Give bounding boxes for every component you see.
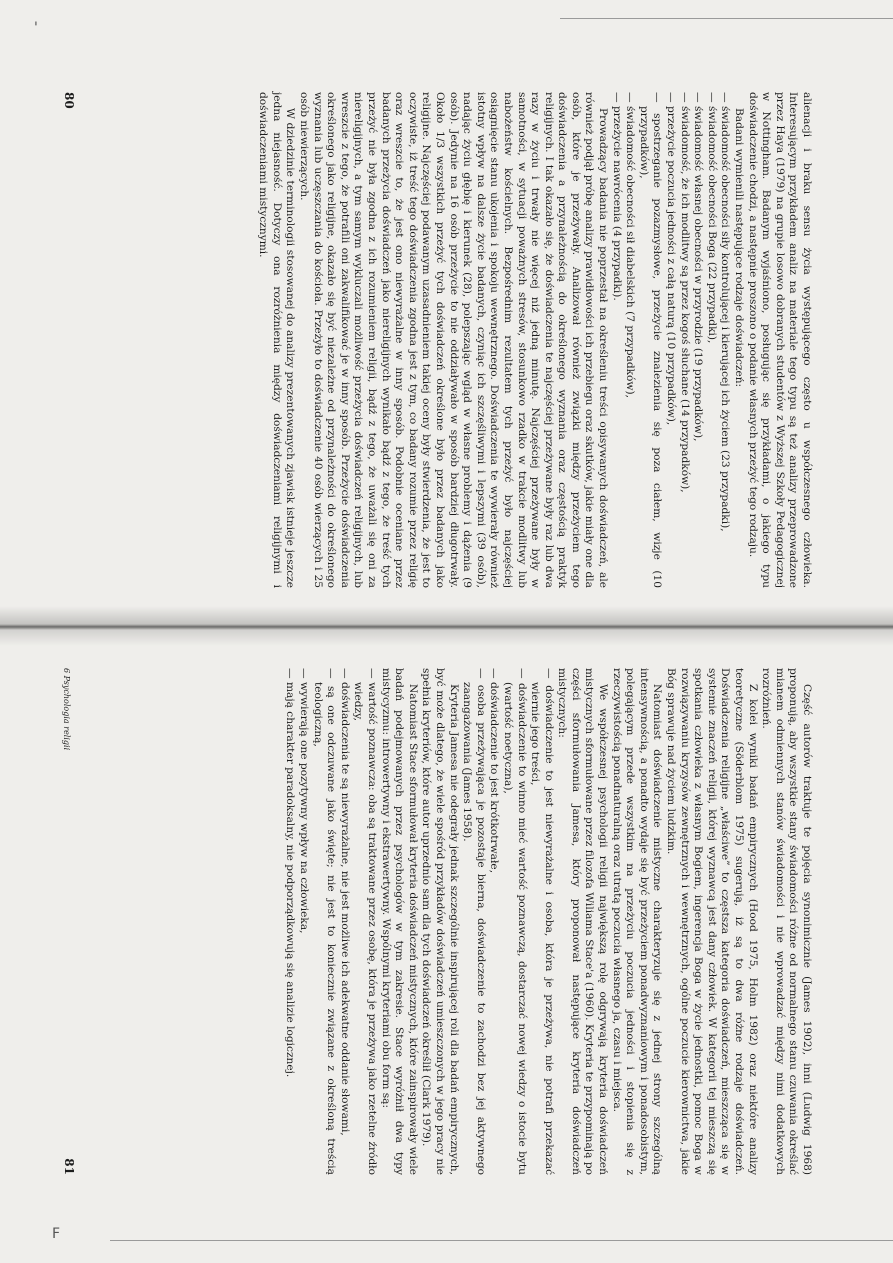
list-item: — wywierają one pozytywny wpływ na człowieka, <box>296 668 310 1175</box>
list-item: — wartość poznawcza: oba są traktowane przez osobę, która je przeżywa jako rzetelne źródło wiedzy, <box>351 668 378 1175</box>
scan-mark-top: ' <box>34 20 38 36</box>
list-item: — doświadczenie to jest niewyrażalne i osoba, która je przeżywa, nie potrafi przekazać wiernie jego treści, <box>528 668 555 1175</box>
list-item: — osoba przeżywająca je pozostaje bierna, doświadczenie to zachodzi bez jej aktywnego zaangażowania (James 1958). <box>460 668 487 1175</box>
page-81-text <box>283 668 813 1175</box>
experience-types-list <box>609 92 731 588</box>
paragraph: We współczesnej psychologii religii największą rolę odgrywają kryteria doświadczeń mistycznych sformułowane przez filozofa Wiliama Stace'a (1960). Kryteria te przypominają po części sformułowania Jamesa, który proponował następujące kryteria doświadczeń mistycznych: <box>556 668 610 1175</box>
stace-criteria-list <box>283 668 378 1175</box>
list-item: — spostrzeganie pozazmysłowe, przeżycie znalezienia się poza ciałem, wizje (10 przypadków), <box>636 92 663 588</box>
paragraph: alienacji i braku sensu życia występującego często u współczesnego człowieka. Interesującym przykładem analiz na materiale tego typu są też analizy przeprowadzone przez Haya (1979) na grupie losowo dobranych studentów z Wyższej Szkoły Pedagogicznej w Nottingham. Badanym wyjaśniono, posługując się przykładami, o jakiego typu doświadczenie chodzi, a następnie proszono o podanie własnych przeżyć tego rodzaju. <box>746 92 813 588</box>
paragraph: Badani wymienili następujące rodzaje doświadczeń: <box>733 108 746 388</box>
list-item: — świadomość obecności Boga (22 przypadki), <box>704 92 718 588</box>
page-80-text <box>256 92 813 588</box>
list-item: — świadomość własnej obecności w przyrodzie (19 przypadków), <box>691 92 705 588</box>
page-81 <box>0 628 893 1263</box>
list-item: — doświadczenie to jest krótkotrwałe, <box>487 668 501 1175</box>
list-item: — świadomość obecności sił diabelskich (7 przypadków), <box>623 92 637 588</box>
paragraph: Natomiast Stace sformułował kryteria doświadczeń mistycznych, które zainspirowały wiele badań podejmowanych przez psychologów w tym zakresie. Stace wyróżnił dwa typy mistycyzmu: introwertywny i ekstrawertywny. Wspólnymi kryteriami obu form są: <box>379 668 419 1175</box>
paragraph: Z kolei wyniki badań empirycznych (Hood 1975, Holm 1982) oraz niektóre analizy teoretyczne (Söderblom 1975) sugerują, iż są to dwa różne rodzaje doświadczeń. Doświadczenia religijne „właściwe” to częstsza kategoria doświadczeń, mieszcząca się w systemie znaczeń religii, której wyznawcą jest dany człowiek. W kategorii tej mieszczą się spotkania człowieka z własnym Bogiem, ingerencja Boga w życie jednostki, pomoc Boga w rozwiązywaniu kryzysów zewnętrznych i wewnętrznych, ogólne poczucie kierownictwa, jakie Bóg sprawuje nad życiem ludzkim. <box>665 668 759 1175</box>
paragraph: Część autorów traktuje te pojęcia synonimicznie (James 1902), inni (Ludwig 1968) proponują, aby wszystkie stany świadomości różne od normalnego stanu czuwania określać mianem odmiennych stanów świadomości i nie wprowadzać między nimi dodatkowych rozróżnień. <box>760 668 813 1175</box>
list-item: — świadomość obecności siły kontrolującej i kierującej ich życiem (23 przypadki), <box>718 92 732 588</box>
scan-mark-bottom: F <box>52 1226 61 1242</box>
list-item: — przeżycie nawrócenia (4 przypadki). <box>609 92 623 588</box>
paragraph: Prowadzący badania nie poprzestał na określeniu treści opisywanych doświadczeń, ale również podjął próbę analizy prawidłowości ich przebiegu oraz skutków, jakie miały one dla osób, które je przeżywały. Analizował również związki między przeżyciem tego doświadczenia a przynależnością do określonego wyznania oraz częstością praktyk religijnych. I tak okazało się, że doświadczenia te najczęściej przeżywane były raz lub dwa razy w życiu i trwały nie więcej niż jedną minutę. Najczęściej przeżywane były w samotności, w sytuacji poważnych stresów, stosunkowo rzadko w trakcie modlitwy lub nabożeństw kościelnych. Bezpośrednim rezultatem tych przeżyć było najczęściej osiągnięcie stanu ukojenia i spokoju wewnętrznego. Doświadczenia te wywierały również istotny wpływ na dalsze życie badanych, czyniąc ich szczęśliwymi i lepszymi (39 osób), nadając życiu głębię i kierunek (28), polepszając wgląd w własne problemy i dążenia (9 osób). Jedynie na 16 osób przeżycie to nie oddziaływało w sposób bardziej długotrwały. Około 1/3 wszystkich przeżyć tych doświadczeń określone było przez badanych jako religijne. Najczęściej podawanym uzasadnieniem takiej oceny były stwierdzenia, że jest to oczywiste, iż treść tego doświadczenia zgodna jest z tym, co badany rozumie przez religię oraz wreszcie to, że jest ono niewyrażalne w inny sposób. Podobnie oceniane przez badanych przeżycia doświadczeń jako niereligijnych wynikało bądź z tego, że treść tych przeżyć nie była zgodna z ich rozumieniem religii, bądź z tego, że uważali się oni za niereligijnych, a tym samym wykluczali możliwość przeżycia doświadczeń religijnych, lub wreszcie z tego, że potrafili oni zakwalifikować je w inny sposób. Przeżycie doświadczenia określonego jako religijne, okazało się być niezależne od przynależności do określonego wyznania lub uczęszczania do kościoła. Przeżyło to doświadczenie 40 osób wierzących i 25 osób niewierzących. <box>298 92 610 588</box>
list-item: — mają charakter paradoksalny, nie podporządkowują się analizie logicznej. <box>283 668 297 1175</box>
paragraph: Kryteria Jamesa nie odegrały jednak szczególnie inspirującej roli dla badań empirycznych, być może dlatego, że wiele spośród przykładów doświadczeń umieszczonych w jego pracy nie spełnia kryteriów, które autor uprzednio sam dla tych doświadczeń określił (Clark 1979). <box>420 668 460 1175</box>
paragraph: W dziedzinie terminologii stosowanej do analizy prezentowanych zjawisk istnieje jeszcze jedna niejasność. Dotyczy ona rozróżnienia między doświadczeniami religijnymi i doświadczeniami mistycznymi. <box>257 92 297 588</box>
page-80 <box>0 0 893 628</box>
list-item: — przeżycie poczucia jedności z całą naturą (10 przypadków), <box>663 92 677 588</box>
page-number: 81 <box>62 1158 76 1175</box>
book-title-footer: 6 Psychologia religii <box>62 668 71 751</box>
list-item: — doświadczenie to winno mieć wartość poznawczą, dostarczać nowej wiedzy o istocie bytu (wartość noetyczna), <box>500 668 527 1175</box>
list-item: — doświadczenia te są niewyrażalne, nie jest możliwe ich adekwatne oddanie słowami, <box>337 668 351 1175</box>
list-item: — są one odczuwane jako święte; nie jest to koniecznie związane z określoną treścią teologiczną, <box>310 668 337 1175</box>
page-number: 80 <box>62 92 76 109</box>
list-item: — świadomość, że ich modlitwy są przez kogoś słuchane (14 przypadków), <box>677 92 691 588</box>
paragraph: Natomiast doświadczenie mistyczne charakteryzuje się z jednej strony szczególną intensywnością, a ponadto wydaje się być przeżyciem ponadwyznaniowym i ponadosobistym, polegającym przede wszystkim na przeżyciu poczucia jedności i stopienia się z rzeczywistością ponadnaturalną oraz utratą poczucia własnego ja, czasu i miejsca. <box>610 668 664 1175</box>
james-criteria-list <box>460 668 555 1175</box>
